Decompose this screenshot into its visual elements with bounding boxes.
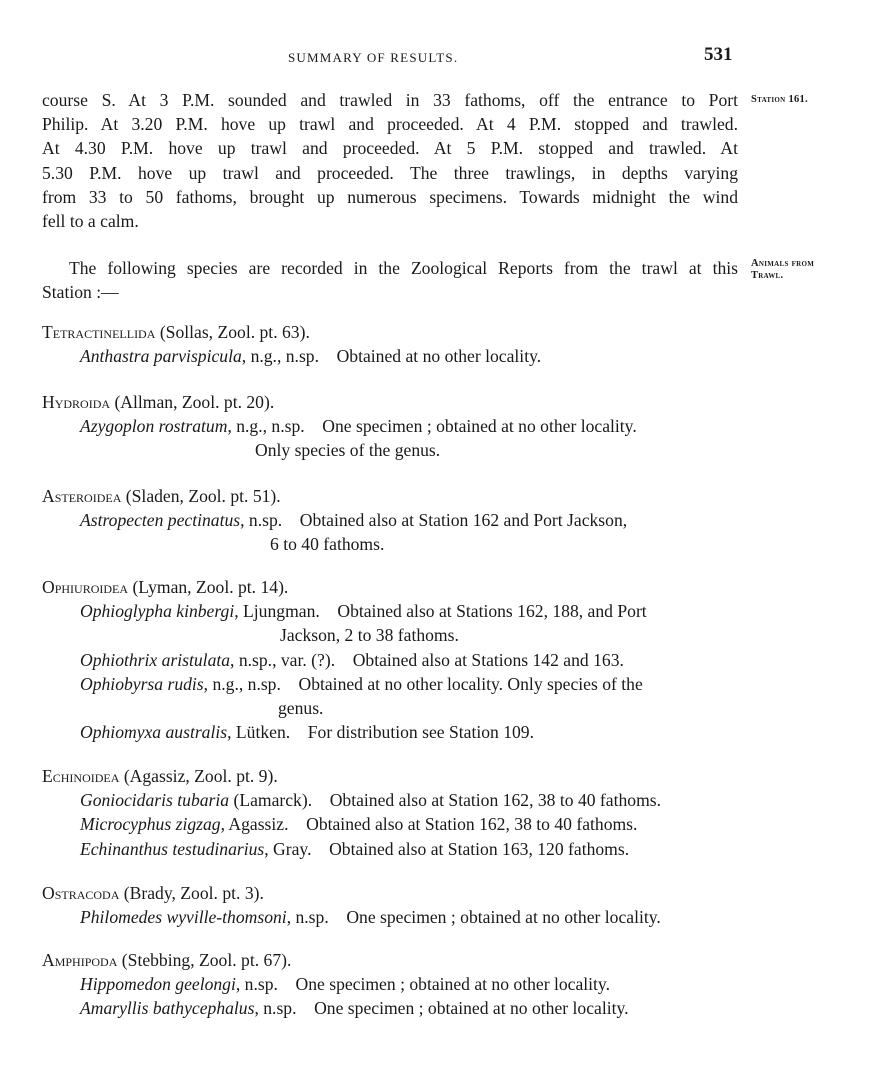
taxon-group	[42, 948, 738, 1021]
taxon-name: Ostracoda	[42, 883, 120, 903]
species-note: One specimen ; obtained at no other locality.	[314, 998, 629, 1019]
running-head: SUMMARY OF RESULTS.	[288, 50, 459, 65]
taxon-heading	[42, 320, 738, 344]
species-note-continuation: 6 to 40 fathoms.	[270, 534, 385, 555]
intro-line: Philip. At 3.20 P.M. hove up trawl and proceeded. At 4 P.M. stopped and trawled.	[42, 114, 738, 135]
species-authority: , n.g., n.sp.	[203, 673, 281, 694]
taxon-heading	[42, 484, 738, 508]
species-intro-line2: Station :—	[42, 282, 119, 303]
species-entry	[80, 788, 738, 812]
taxon-group	[42, 764, 738, 861]
taxon-heading	[42, 881, 738, 905]
species-name: Goniocidaris tubaria	[80, 790, 230, 811]
intro-line: 5.30 P.M. hove up trawl and proceeded. The three trawlings, in depths varying	[42, 162, 738, 183]
species-note-continuation: genus.	[278, 698, 324, 719]
species-entry	[80, 837, 738, 861]
species-note: Obtained also at Station 163, 120 fathoms.	[329, 838, 630, 859]
species-name: Azygoplon rostratum	[80, 416, 228, 437]
taxon-reference: (Sollas, Zool. pt. 63).	[159, 322, 310, 342]
species-authority: (Lamarck).	[229, 790, 313, 811]
taxon-name: Tetractinellida	[42, 322, 156, 342]
species-entry	[80, 812, 738, 836]
species-name: Hippomedon geelongi	[80, 974, 236, 995]
taxon-heading	[42, 575, 738, 599]
taxon-reference: (Stebbing, Zool. pt. 67).	[121, 950, 292, 970]
species-note: One specimen ; obtained at no other locality.	[322, 416, 637, 437]
taxon-reference: (Allman, Zool. pt. 20).	[114, 392, 275, 412]
species-note: Obtained at no other locality.	[336, 346, 542, 367]
taxon-group	[42, 881, 738, 929]
species-entry	[80, 720, 738, 744]
species-name: Philomedes wyville-thomsoni	[80, 907, 287, 928]
species-authority: , Agassiz.	[220, 814, 289, 835]
species-note: Obtained also at Station 162 and Port Jackson,	[299, 510, 628, 531]
species-name: Echinanthus testudinarius	[80, 838, 265, 859]
species-name: Anthastra parvispicula	[80, 346, 242, 367]
taxon-reference: (Brady, Zool. pt. 3).	[123, 883, 264, 903]
species-note: Obtained also at Stations 162, 188, and Port	[337, 601, 647, 622]
species-entry	[80, 672, 738, 720]
species-authority: , Ljungman.	[234, 601, 320, 622]
intro-line: At 4.30 P.M. hove up trawl and proceeded. At 5 P.M. stopped and trawled. At	[42, 138, 738, 159]
page-number: 531	[704, 44, 733, 65]
species-note: Obtained at no other locality. Only species of the	[298, 673, 643, 694]
taxon-group	[42, 484, 738, 557]
taxon-reference: (Lyman, Zool. pt. 14).	[132, 577, 289, 597]
species-entry	[80, 414, 738, 462]
intro-line: course S. At 3 P.M. sounded and trawled in 33 fathoms, off the entrance to Port	[42, 90, 738, 110]
margin-note-animals-line1: Animals from	[751, 258, 815, 269]
species-name: Ophiobyrsa rudis	[80, 673, 204, 694]
species-authority: , Lütken.	[227, 722, 291, 743]
species-authority: , n.sp.	[286, 907, 329, 928]
species-note: Obtained also at Stations 142 and 163.	[352, 649, 624, 670]
taxon-name: Asteroidea	[42, 486, 122, 506]
taxon-name: Hydroida	[42, 392, 111, 412]
species-authority: , n.g., n.sp.	[241, 346, 319, 367]
taxon-heading	[42, 390, 738, 414]
species-note-continuation: Only species of the genus.	[255, 440, 441, 461]
intro-line: from 33 to 50 fathoms, brought up numerous specimens. Towards midnight the wind	[42, 186, 738, 207]
species-name: Ophiomyxa australis	[80, 722, 228, 743]
intro-line: fell to a calm.	[42, 211, 139, 232]
species-note: For distribution see Station 109.	[307, 722, 535, 743]
species-name: Astropecten pectinatus	[80, 510, 241, 531]
taxon-heading	[42, 948, 738, 972]
taxon-group	[42, 390, 738, 463]
species-authority: , n.sp.	[254, 998, 297, 1019]
species-entry	[80, 905, 738, 929]
margin-note-station-text: Station 161.	[751, 94, 809, 105]
species-authority: , Gray.	[264, 838, 312, 859]
taxon-name: Ophiuroidea	[42, 577, 129, 597]
taxon-group	[42, 320, 738, 368]
species-entry	[80, 599, 738, 647]
intro-paragraph	[42, 88, 738, 233]
species-name: Microcyphus zigzag	[80, 814, 221, 835]
species-authority: , n.sp., var. (?).	[230, 649, 336, 670]
taxon-reference: (Agassiz, Zool. pt. 9).	[123, 766, 278, 786]
species-name: Ophiothrix aristulata	[80, 649, 231, 670]
margin-note-animals	[751, 258, 861, 282]
taxon-name: Amphipoda	[42, 950, 118, 970]
species-authority: , n.sp.	[235, 974, 278, 995]
species-note: One specimen ; obtained at no other locality.	[295, 974, 610, 995]
species-name: Ophioglypha kinbergi	[80, 601, 235, 622]
species-note-continuation: Jackson, 2 to 38 fathoms.	[280, 625, 459, 646]
margin-note-station	[751, 94, 861, 106]
taxon-name: Echinoidea	[42, 766, 120, 786]
species-entry	[80, 648, 738, 672]
species-intro	[42, 256, 738, 304]
species-note: Obtained also at Station 162, 38 to 40 fathoms.	[306, 814, 638, 835]
species-entry	[80, 508, 738, 556]
margin-note-animals-line2: Trawl.	[751, 270, 784, 281]
species-note: One specimen ; obtained at no other locality.	[346, 907, 661, 928]
taxon-reference: (Sladen, Zool. pt. 51).	[125, 486, 281, 506]
species-entry	[80, 344, 738, 368]
species-note: Obtained also at Station 162, 38 to 40 fathoms.	[329, 790, 662, 811]
species-authority: , n.sp.	[240, 510, 283, 531]
taxon-group	[42, 575, 738, 744]
taxon-heading	[42, 764, 738, 788]
species-name: Amaryllis bathycephalus	[80, 998, 255, 1019]
species-authority: , n.g., n.sp.	[227, 416, 305, 437]
species-intro-line1: The following species are recorded in the Zoological Reports from the trawl at this	[69, 258, 738, 278]
species-entry	[80, 972, 738, 996]
species-entry	[80, 996, 738, 1020]
